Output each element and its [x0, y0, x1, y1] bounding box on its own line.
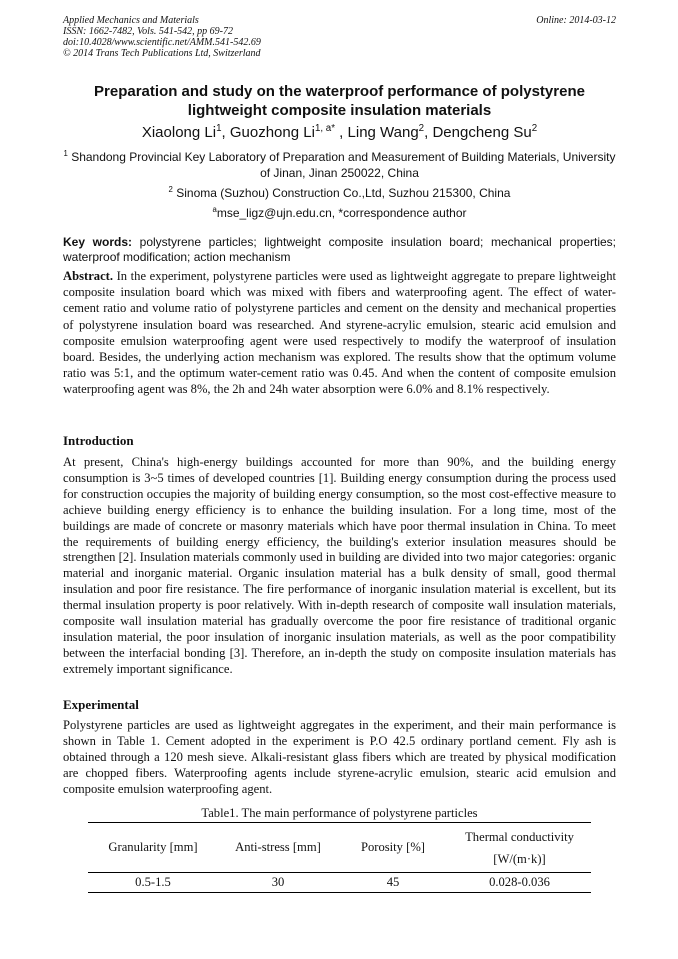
- affiliation-1: [63, 149, 616, 181]
- table-header-cell: [448, 823, 591, 873]
- doi-line: doi:10.4028/www.scientific.net/AMM.541-542.69: [63, 37, 261, 48]
- abstract-label: Abstract.: [63, 269, 114, 283]
- email-text: mse_ligz@ujn.edu.cn, *correspondence author: [216, 206, 467, 220]
- author-name: Xiaolong Li: [141, 124, 217, 141]
- table-caption: Table1. The main performance of polystyrene particles: [201, 806, 478, 820]
- table-header-cell: Granularity [mm]: [108, 840, 198, 854]
- author-affiliation-mark: 2: [531, 123, 538, 134]
- table-cell: 30: [271, 875, 285, 889]
- section-heading-introduction: Introduction: [63, 433, 134, 448]
- abstract-text: In the experiment, polystyrene particles were used as lightweight aggregate to prepare lightweight composite insulation board which was mixed with fibers and waterproofing agent. The effect of water-cement ratio and volume ratio of polystyrene particles and cement on the density and mechanical properties of polystyrene insulation board was researched. And styrene-acrylic emulsion, stearic acid emulsion and composite emulsion waterproofing agent were used respectively to modify the waterproof of insulation board. Besides, the underlying action mechanism was explored. The results show that the optimum volume ratio was 5:1, and the optimum water-cement ratio was 0.45. And when the content of composite emulsion waterproofing agent was 8%, the 2h and 24h water absorption were 6.0% and 8.1% respectively.: [63, 269, 616, 397]
- properties-table: [88, 822, 591, 893]
- author-list: Xiaolong Li$^1$, Guozhong $Li^{1, a*}$ , Ling Wang$^2$, Dengcheng Su$^2$: [141, 123, 538, 141]
- affiliation-mark: 1: [63, 149, 68, 158]
- copyright-line: © 2014 Trans Tech Publications Ltd, Switzerland: [63, 48, 261, 59]
- keywords-text: polystyrene particles; lightweight composite insulation board; mechanical properties; waterproof modification; action mechanism: [63, 235, 616, 264]
- table-cell: 45: [386, 875, 400, 889]
- author-affiliation-mark: 2: [418, 123, 425, 134]
- running-header: [63, 15, 616, 59]
- affiliation-mark: 2: [168, 185, 173, 194]
- keywords: [63, 235, 616, 265]
- contact-email: [63, 205, 616, 221]
- table-header-cell: Porosity [%]: [360, 840, 425, 854]
- affiliation-text: Sinoma (Suzhou) Construction Co.,Ltd, Suzhou 215300, China: [176, 186, 511, 200]
- affiliation-2: [63, 185, 616, 201]
- author-affiliation-mark: 1: [216, 123, 222, 134]
- table-row: [88, 873, 591, 893]
- online-date: Online: 2014-03-12: [536, 15, 616, 26]
- keywords-label: Key words:: [63, 235, 132, 249]
- author-name: Ling Wang: [347, 124, 419, 141]
- table-header-line: Thermal conductivity: [465, 829, 574, 844]
- table-header-row: [88, 823, 591, 873]
- paper-title: Preparation and study on the waterproof performance of polystyrene lightweight composite insulation materials: [94, 83, 585, 119]
- author-affiliation-mark: 1, a*: [314, 123, 335, 134]
- author-name: Guozhong Li: [229, 124, 315, 141]
- table-header-unit: [W/(m·k)]: [493, 851, 546, 866]
- journal-name: Applied Mechanics and Materials: [63, 15, 199, 26]
- affiliation-text: Shandong Provincial Key Laboratory of Preparation and Measurement of Building Materials, University of Jinan, Jinan 250022, China: [71, 150, 616, 180]
- experimental-paragraph: Polystyrene particles are used as lightweight aggregates in the experiment, and their main performance is shown in Table 1. Cement adopted in the experiment is P.O 42.5 ordinary portland cement. Fly ash is obtained through a 120 mesh sieve. Alkali-resistant glass fibers which are treated by physical modification are chopped fibers. Waterproofing agents include styrene-acrylic emulsion, stearic acid emulsion and composite emulsion waterproofing agent.: [63, 718, 616, 796]
- section-heading-experimental: Experimental: [63, 697, 139, 712]
- table-header-cell: Anti-stress [mm]: [235, 840, 321, 854]
- author-name: Dengcheng Su: [432, 124, 532, 141]
- issn-line: ISSN: 1662-7482, Vols. 541-542, pp 69-72: [63, 26, 233, 37]
- table-cell: 0.028-0.036: [489, 875, 550, 889]
- abstract: [63, 268, 616, 398]
- introduction-paragraph: At present, China's high-energy buildings accounted for more than 90%, and the building energy consumption is 3~5 times of developed countries [1]. Building energy consumption during the process used for construction occupies the majority of building energy consumption, so the most cost-effective measure to achieve building energy efficiency is to enhance the building insulation. For a long time, most of the buildings are made of concrete or masonry materials which have poor thermal insulation in China. To meet the requirements of building energy efficiency, the building's exterior insulation measures should be strengthen [2]. Insulation materials commonly used in building are divided into two major categories: organic material and inorganic material. Organic insulation material has a bulk density of small, good thermal insulation and poor fire resistance. The fire performance of inorganic insulation material is excellent, but its thermal insulation property is poor relatively. With in-depth research of composite wall insulation materials, composite wall insulation material has gradually overcome the poor fire resistance of traditional organic insulation material, the poor insulation of inorganic insulation materials, as well as the poor compatibility between the interfacial bonding [3]. Therefore, an in-depth the study on composite insulation materials has extremely important significance.: [63, 455, 616, 676]
- table-cell: 0.5-1.5: [135, 875, 171, 889]
- affiliation-mark: a: [212, 205, 217, 214]
